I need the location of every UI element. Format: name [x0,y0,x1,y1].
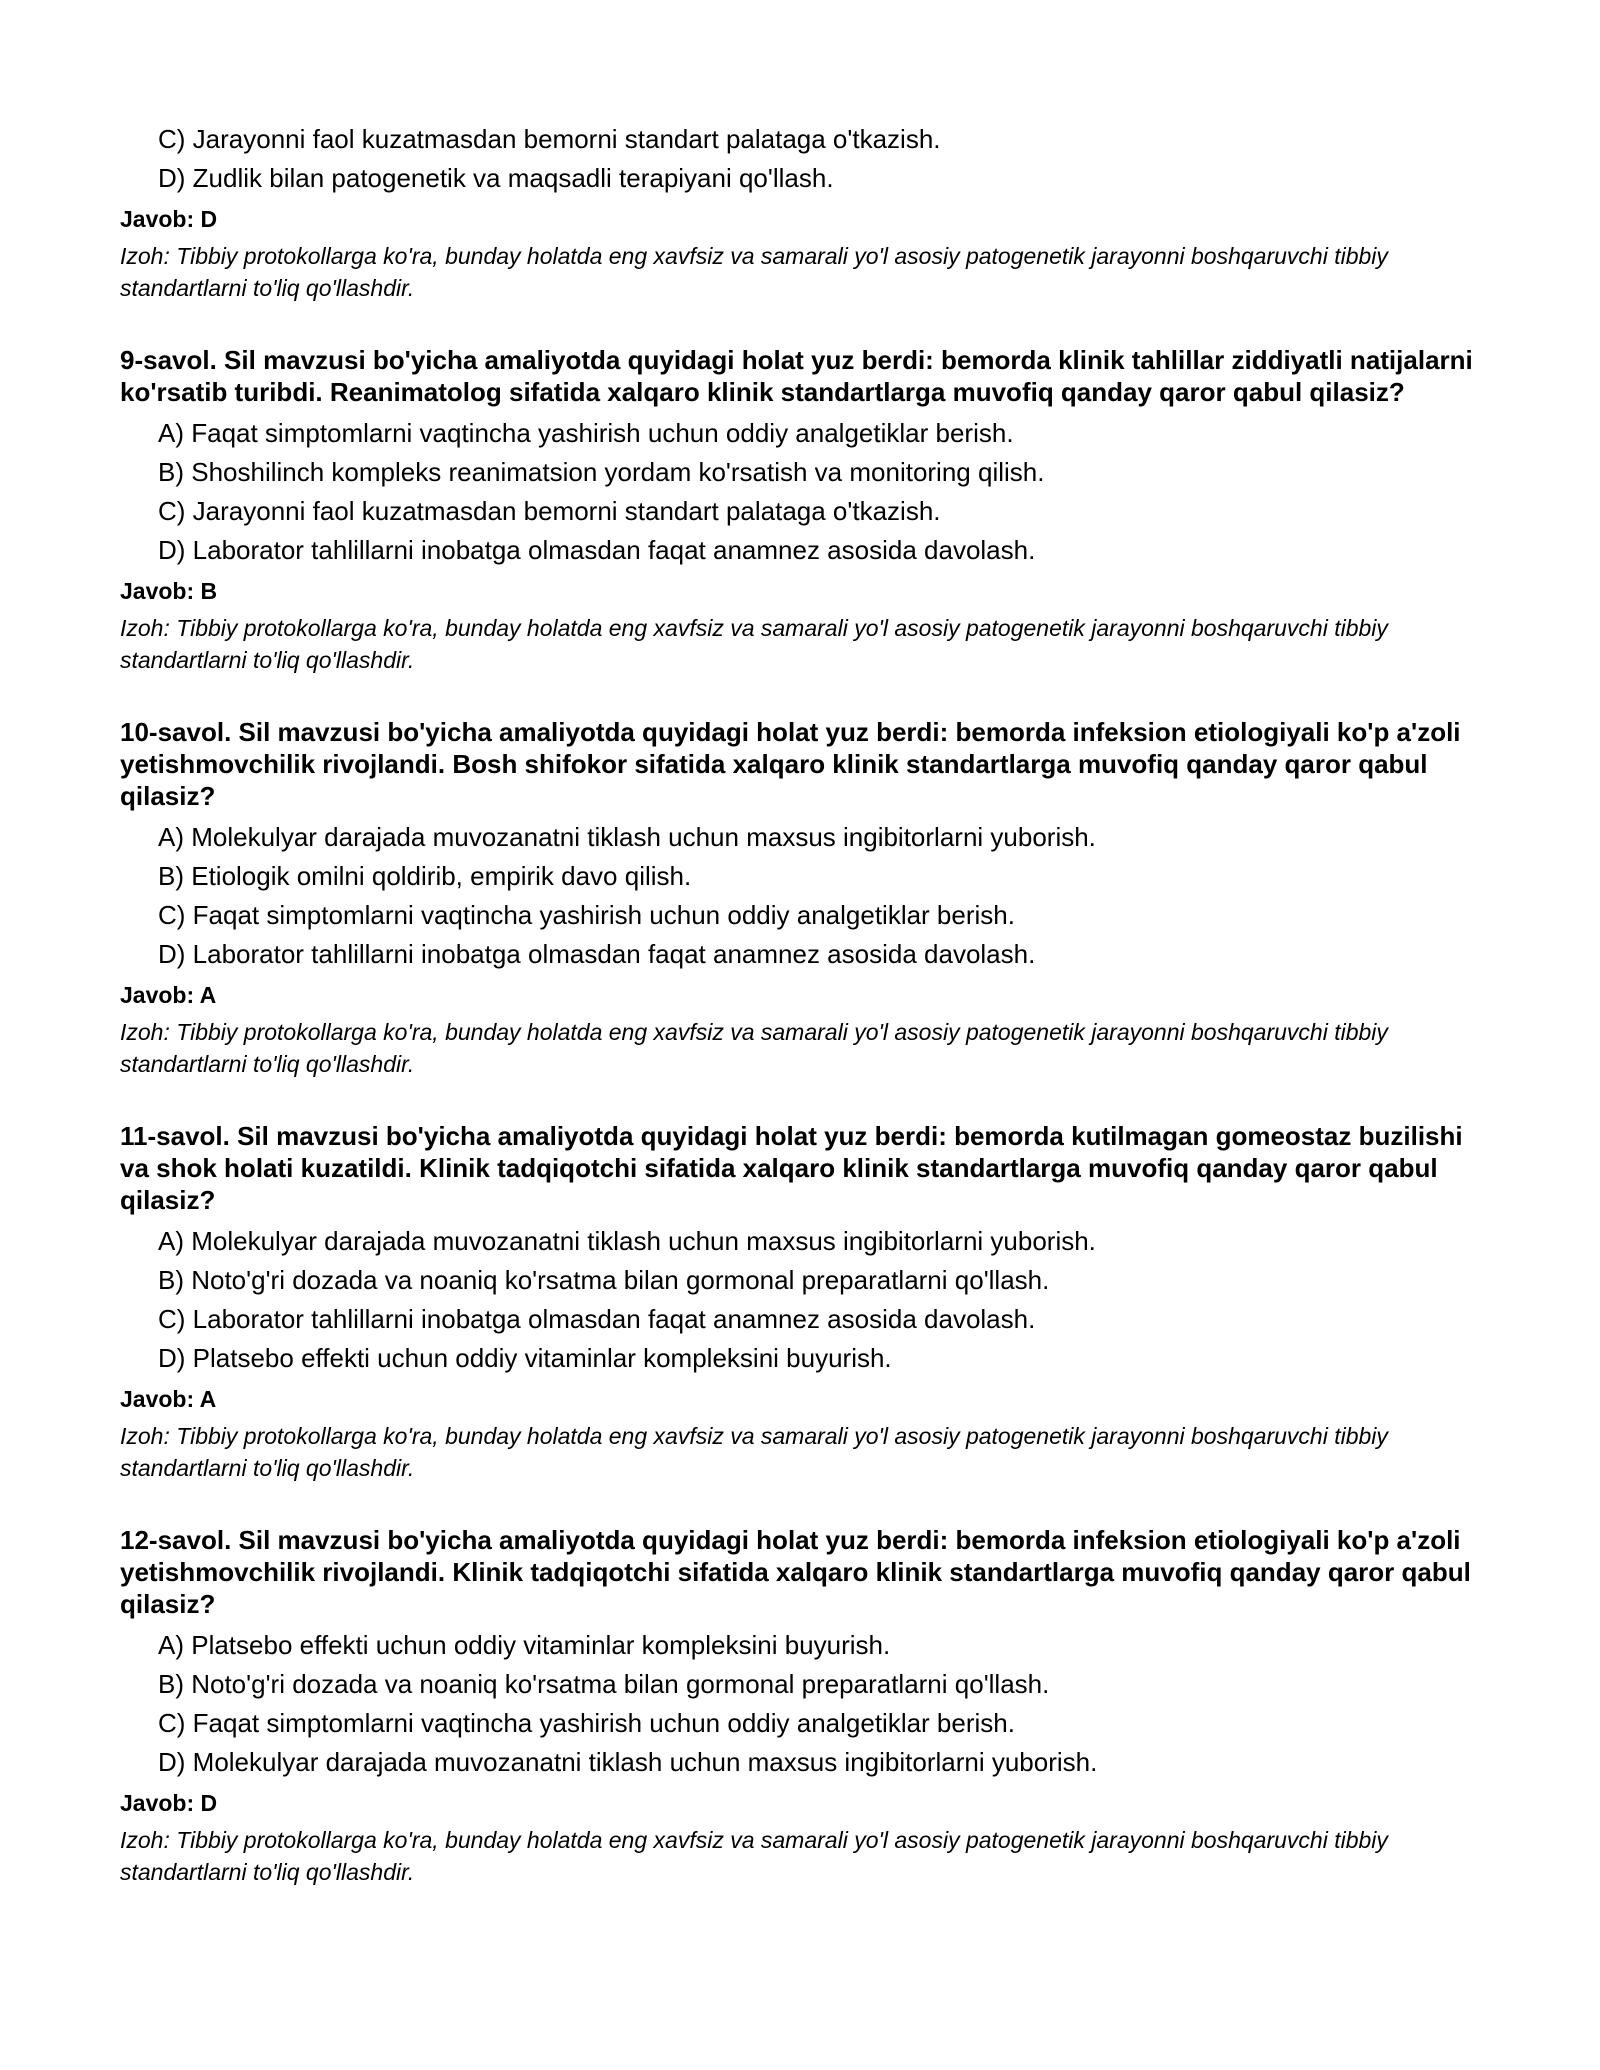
options-list [120,1222,1490,1378]
answer-label: Javob: D [120,206,218,232]
option-d: D) Zudlik bilan patogenetik va maqsadli terapiyani qo'llash. [158,163,834,193]
option-a: A) Platsebo effekti uchun oddiy vitaminlar kompleksini buyurish. [158,1630,891,1660]
question-block-12 [120,1524,1490,1888]
option-a: A) Molekulyar darajada muvozanatni tiklash uchun maxsus ingibitorlarni yuborish. [158,1226,1096,1256]
option-d: D) Laborator tahlillarni inobatga olmasdan faqat anamnez asosida davolash. [158,939,1036,969]
option-b: B) Etiologik omilni qoldirib, empirik davo qilish. [158,861,692,891]
explanation-note: Izoh: Tibbiy protokollarga ko'ra, bunday holatda eng xavfsiz va samarali yo'l asosiy patogenetik jarayonni boshqaruvchi tibbiy standartlarni to'liq qo'llashdir. [120,615,1388,673]
question-text: 12-savol. Sil mavzusi bo'yicha amaliyotda quyidagi holat yuz berdi: bemorda infeksion etiologiyali ko'p a'zoli yetishmovchilik rivojlandi. Klinik tadqiqotchi sifatida xalqaro klinik standartlarga muvofiq qanday qaror qabul qilasiz? [120,1525,1471,1619]
options-list [120,1626,1490,1782]
question-block-9 [120,344,1490,676]
options-list [120,818,1490,974]
option-d: D) Laborator tahlillarni inobatga olmasdan faqat anamnez asosida davolash. [158,535,1036,565]
question-text: 11-savol. Sil mavzusi bo'yicha amaliyotda quyidagi holat yuz berdi: bemorda kutilmagan gomeostaz buzilishi va shok holati kuzatildi. Klinik tadqiqotchi sifatida xalqaro klinik standartlarga muvofiq qanday qaror qabul qilasiz? [120,1121,1463,1215]
option-a: A) Faqat simptomlarni vaqtincha yashirish uchun oddiy analgetiklar berish. [158,418,1014,448]
explanation-note: Izoh: Tibbiy protokollarga ko'ra, bunday holatda eng xavfsiz va samarali yo'l asosiy patogenetik jarayonni boshqaruvchi tibbiy standartlarni to'liq qo'llashdir. [120,1423,1388,1481]
explanation-note: Izoh: Tibbiy protokollarga ko'ra, bunday holatda eng xavfsiz va samarali yo'l asosiy patogenetik jarayonni boshqaruvchi tibbiy standartlarni to'liq qo'llashdir. [120,243,1388,301]
option-c: C) Faqat simptomlarni vaqtincha yashirish uchun oddiy analgetiklar berish. [158,900,1015,930]
option-b: B) Noto'g'ri dozada va noaniq ko'rsatma bilan gormonal preparatlarni qo'llash. [158,1669,1050,1699]
option-c: C) Laborator tahlillarni inobatga olmasdan faqat anamnez asosida davolash. [158,1304,1036,1334]
answer-label: Javob: D [120,1790,218,1816]
option-c: C) Jarayonni faol kuzatmasdan bemorni standart palataga o'tkazish. [158,124,941,154]
question-block-10 [120,716,1490,1080]
options-list [120,120,1490,198]
option-b: B) Noto'g'ri dozada va noaniq ko'rsatma bilan gormonal preparatlarni qo'llash. [158,1265,1050,1295]
question-block-11 [120,1120,1490,1484]
option-b: B) Shoshilinch kompleks reanimatsion yordam ko'rsatish va monitoring qilish. [158,457,1045,487]
explanation-note: Izoh: Tibbiy protokollarga ko'ra, bunday holatda eng xavfsiz va samarali yo'l asosiy patogenetik jarayonni boshqaruvchi tibbiy standartlarni to'liq qo'llashdir. [120,1827,1388,1885]
answer-label: Javob: A [120,1386,217,1412]
explanation-note: Izoh: Tibbiy protokollarga ko'ra, bunday holatda eng xavfsiz va samarali yo'l asosiy patogenetik jarayonni boshqaruvchi tibbiy standartlarni to'liq qo'llashdir. [120,1019,1388,1077]
option-c: C) Jarayonni faol kuzatmasdan bemorni standart palataga o'tkazish. [158,496,941,526]
question-text: 10-savol. Sil mavzusi bo'yicha amaliyotda quyidagi holat yuz berdi: bemorda infeksion etiologiyali ko'p a'zoli yetishmovchilik rivojlandi. Bosh shifokor sifatida xalqaro klinik standartlarga muvofiq qanday qaror qabul qilasiz? [120,717,1461,811]
options-list [120,414,1490,570]
option-a: A) Molekulyar darajada muvozanatni tiklash uchun maxsus ingibitorlarni yuborish. [158,822,1096,852]
document-page [120,120,1490,1928]
answer-label: Javob: B [120,578,218,604]
option-c: C) Faqat simptomlarni vaqtincha yashirish uchun oddiy analgetiklar berish. [158,1708,1015,1738]
answer-label: Javob: A [120,982,217,1008]
question-block-8-partial [120,120,1490,304]
question-text: 9-savol. Sil mavzusi bo'yicha amaliyotda quyidagi holat yuz berdi: bemorda klinik tahlillar ziddiyatli natijalarni ko'rsatib turibdi. Reanimatolog sifatida xalqaro klinik standartlarga muvofiq qanday qaror qabul qilasiz? [120,345,1473,407]
option-d: D) Platsebo effekti uchun oddiy vitaminlar kompleksini buyurish. [158,1343,892,1373]
option-d: D) Molekulyar darajada muvozanatni tiklash uchun maxsus ingibitorlarni yuborish. [158,1747,1098,1777]
